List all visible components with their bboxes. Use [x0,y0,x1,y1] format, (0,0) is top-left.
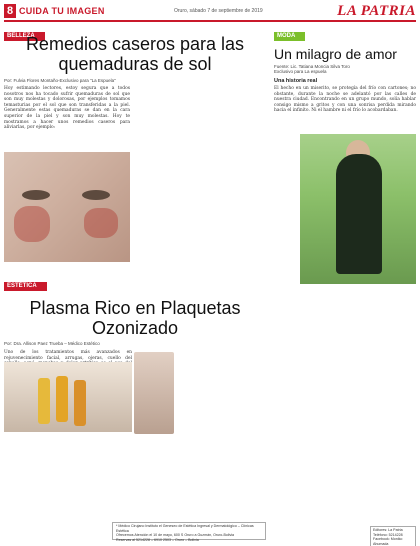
header-rule [4,20,416,22]
footer-line3: Reservas al 5214228 – 6910 2503 – Oruro – Bolivia [116,537,199,542]
article3-photo [300,134,416,284]
credit-line1: Editores: La Patria [373,528,403,532]
article2-photo-lab [4,362,132,432]
article3-headline: Un milagro de amor [274,46,397,62]
page-header [4,4,416,20]
footer-line1: * Médico Cirujano Instituto el Geneseo de Estética Ingresal y Dermatológico – Clínicas Estética [116,524,254,533]
tag-estetica: ESTÉTICA [4,282,47,291]
tag-belleza: BELLEZA [4,32,45,41]
article2-body: Uno de los tratamientos más avanzados en rejuvenecimiento facial, arrugas, ojeras, cuello del [4,350,132,361]
article3-byline: Fuente: Lic. Tatiana Moncia Silva Toro [274,64,350,69]
article1-headline: Remedios caseros para las quemaduras de sol [25,34,245,74]
dateline: Oruro, sábado 7 de septiembre de 2019 [174,8,263,14]
article3-byline2: Exclusivo para La espuela [274,69,327,74]
section-title: CUIDA TU IMAGEN [19,6,105,16]
article3-subtitle: Una historia real [274,78,318,84]
credit-line3: Facebook: Moniko Ahumada [373,537,403,546]
tag-moda: MODA [274,32,305,41]
article3-body: El hecho en un miserito, se protegía del frío con cartones; no obstante, durante la noche se adelantó por las calles de nuestra ciudad. Encontrando en un grupo mundo, solía hablar consigo mismo a gritos y con una sonrisa perdida mirando hacia el infinito. Ni el hambre ni el frío lo acobardaban. [274,86,416,114]
footer-line2: Ofrecemos Atención el 10 de mayo, 600 S Oruro a Guzmán, Oruro-Bolivia [116,533,235,537]
article2-byline: Por: Dra. Allison Paez Trueba – Médico Estético [4,341,100,346]
left-column [4,24,266,542]
article3-credits [370,526,416,546]
article1-byline: Por: Fulvia Flores Montaño-Exclusivo para "La Espuela" [4,78,116,83]
article2-photo-treatment [134,352,174,434]
article2-footer [112,522,266,540]
article2-headline: Plasma Rico en Plaquetas Ozonizado [29,298,241,338]
article1-photo [4,152,130,262]
right-column [274,24,416,546]
masthead: LA PATRIA [337,3,416,19]
credit-line2: Teléfono: 5214228 [373,532,403,537]
page-number: 8 [4,4,16,18]
article1-body: Hoy estimando lectores, estoy segura que a todos nosotros nos ha tocado sufrir quemaduras de sol que son muy molestas y dolorosas, por ejemplos tomamos temasturias por el sol que son transferidas a la piel. Generalmente estas quemaduras se dan en la cara superior de la piel y son muy molestas. Hoy te mostramos a hacer unos remedios caseros para aliviarlas, por ejemplo: [4,86,130,131]
